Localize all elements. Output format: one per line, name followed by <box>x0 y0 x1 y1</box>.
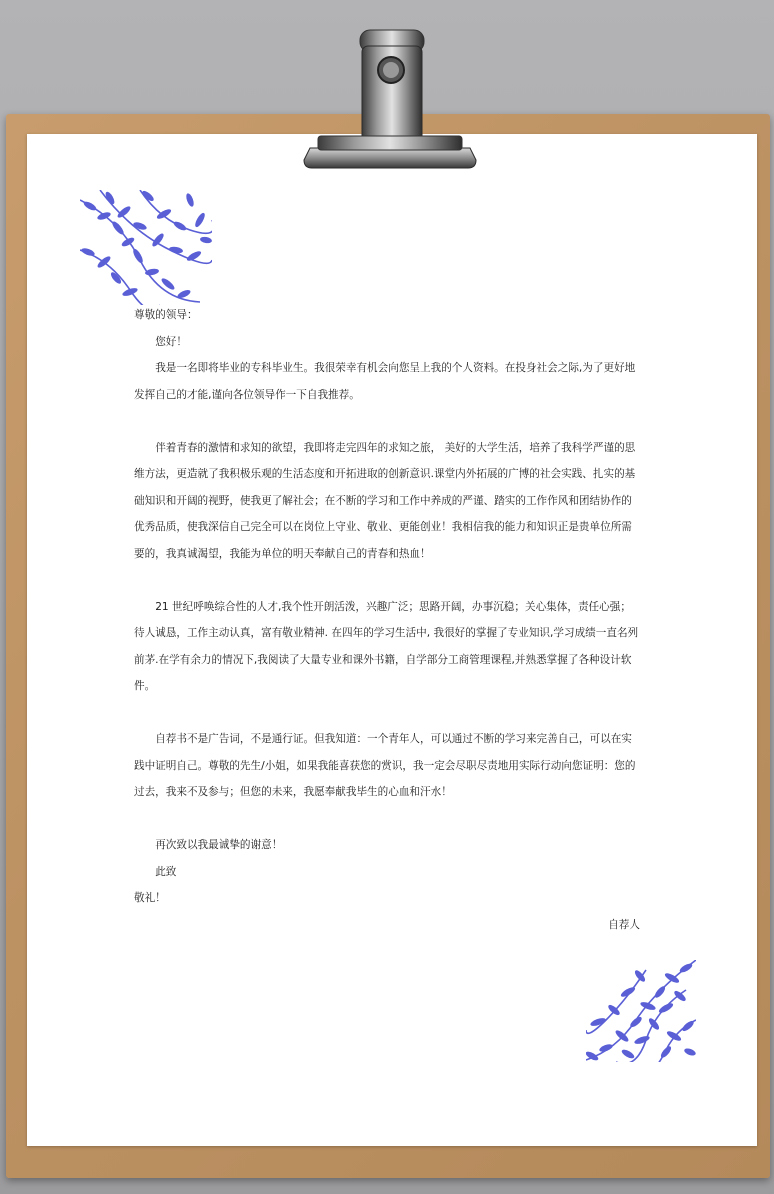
vine-leaf-ornament-icon <box>80 190 212 305</box>
paragraph-gap <box>134 806 640 833</box>
closing-line-1: 此致 <box>155 865 177 878</box>
closing-line-2: 敬礼！ <box>134 892 166 904</box>
letter-body <box>134 302 640 938</box>
paragraph-intro: 我是一名即将毕业的专科毕业生。我很荣幸有机会向您呈上我的个人资料。在投身社会之际,为了更好地发挥自己的才能,谨向各位领导作一下自我推荐。 <box>134 362 636 401</box>
paragraph-commitment: 自荐书不是广告词，不是通行证。但我知道：一个青年人，可以通过不断的学习来完善自己，可以在实践中证明自己。尊敬的先生/小姐，如果我能喜获您的赏识，我一定会尽职尽责地用实际行动向您证明：您的过去，我来不及参与；但您的未来，我愿奉献我毕生的心血和汗水！ <box>134 733 636 798</box>
paragraph-gap <box>134 700 640 727</box>
salutation: 尊敬的领导： <box>134 309 198 321</box>
vine-leaf-ornament-icon <box>586 960 696 1062</box>
thanks-line: 再次致以我最诚挚的谢意！ <box>155 839 283 851</box>
paragraph-education: 伴着青春的激情和求知的欲望，我即将走完四年的求知之旅， 美好的大学生活，培养了我科学严谨的思维方法，更造就了我积极乐观的生活态度和开拓进取的创新意识.课堂内外拓展的广博的社会实践、扎实的基础知识和开阔的视野，使我更了解社会；在不断的学习和工作中养成的严谨、踏实的工作作风和团结协作的优秀品质，使我深信自己完全可以在岗位上守业、敬业、更能创业！我相信我的能力和知识正是贵单位所需要的，我真诚渴望，我能为单位的明天奉献自己的青春和热血！ <box>134 441 636 560</box>
signature: 自荐人 <box>608 918 640 931</box>
paragraph-gap <box>134 567 640 594</box>
paragraph-personality: 21 世纪呼唤综合性的人才,我个性开朗活泼，兴趣广泛；思路开阔，办事沉稳；关心集体，责任心强；待人诚恳，工作主动认真，富有敬业精神. 在四年的学习生活中, 我很好的掌握了专业知识,学习成绩一直名列前茅.在学有余力的情况下,我阅读了大量专业和课外书籍，自学部分工商管理课程,并熟悉掌握了各种设计软件。 <box>134 600 639 692</box>
greeting: 您好！ <box>155 335 187 348</box>
paragraph-gap <box>134 408 640 435</box>
binder-clip-icon <box>300 26 480 176</box>
